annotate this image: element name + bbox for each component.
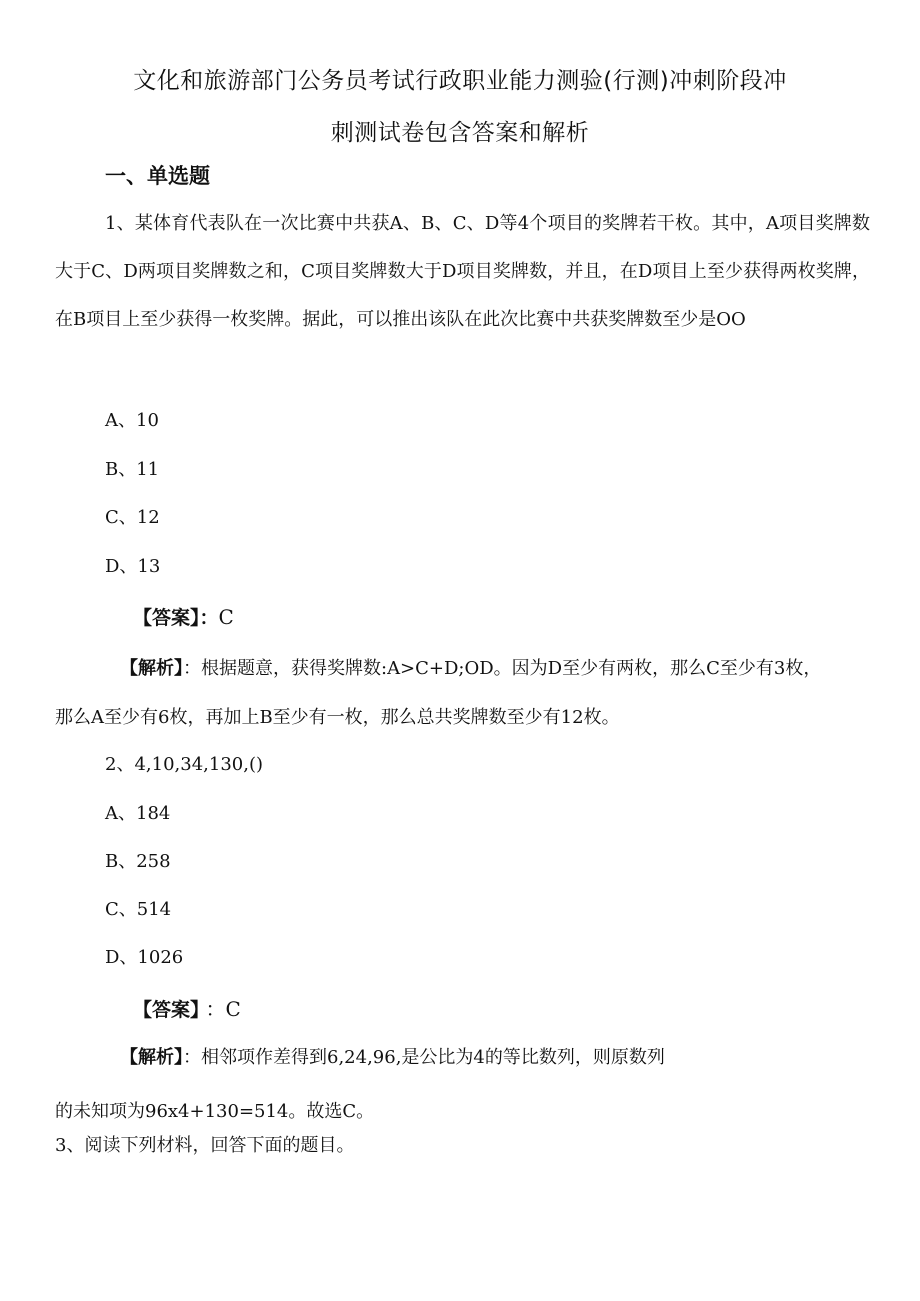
question-2-option-c: C、514: [105, 899, 172, 920]
question-1-answer: [133, 603, 234, 630]
question-1-option-a: A、10: [105, 410, 159, 431]
answer-value: ：C: [205, 997, 241, 1021]
question-2-option-b: B、258: [105, 851, 171, 872]
section-heading: 一、单选题: [105, 164, 210, 188]
answer-label: 【答案】：: [133, 607, 219, 629]
question-2-option-a: A、184: [105, 803, 171, 824]
question-1-analysis-line-2: 那么A至少有6枚，再加上B至少有一枚，那么总共奖牌数至少有12枚。: [55, 707, 620, 728]
answer-value: C: [218, 605, 234, 629]
answer-label: 【答案】: [133, 999, 200, 1021]
document-title-line-1: 文化和旅游部门公务员考试行政职业能力测验(行测)冲刺阶段冲: [133, 68, 787, 94]
analysis-text: ：相邻项作差得到6,24,96,是公比为4的等比数列，则原数列: [183, 1047, 665, 1068]
question-2-analysis-line-1: [120, 1043, 665, 1069]
analysis-label: 【解析】: [120, 658, 183, 679]
question-1-stem: 1、某体育代表队在一次比赛中共获A、B、C、D等4个项目的奖牌若干枚。其中，A项目奖牌数大于C、D两项目奖牌数之和，C项目奖牌数大于D项目奖牌数，并且，在D项目上至少获得两枚奖牌，在B项目上至少获得一枚奖牌。据此，可以推出该队在此次比赛中共获奖牌数至少是OO: [55, 213, 870, 330]
question-3-stem: 3、阅读下列材料，回答下面的题目。: [55, 1135, 355, 1156]
question-1-option-d: D、13: [105, 556, 161, 577]
document-title-line-2: 刺测试卷包含答案和解析: [330, 120, 590, 146]
question-2-option-d: D、1026: [105, 947, 184, 968]
analysis-label: 【解析】: [120, 1047, 183, 1068]
question-1-option-c: C、12: [105, 507, 160, 528]
question-1-analysis-line-1: [120, 654, 821, 680]
question-2-stem: 2、4,10,34,130,(): [105, 754, 264, 775]
question-2-analysis-line-2: 的未知项为96x4+130=514。故选C。: [55, 1101, 375, 1122]
question-2-answer: [133, 993, 241, 1022]
question-1-option-b: B、11: [105, 459, 160, 480]
analysis-text: ：根据题意，获得奖牌数:A>C+D;OD。因为D至少有两枚，那么C至少有3枚，: [183, 658, 822, 679]
